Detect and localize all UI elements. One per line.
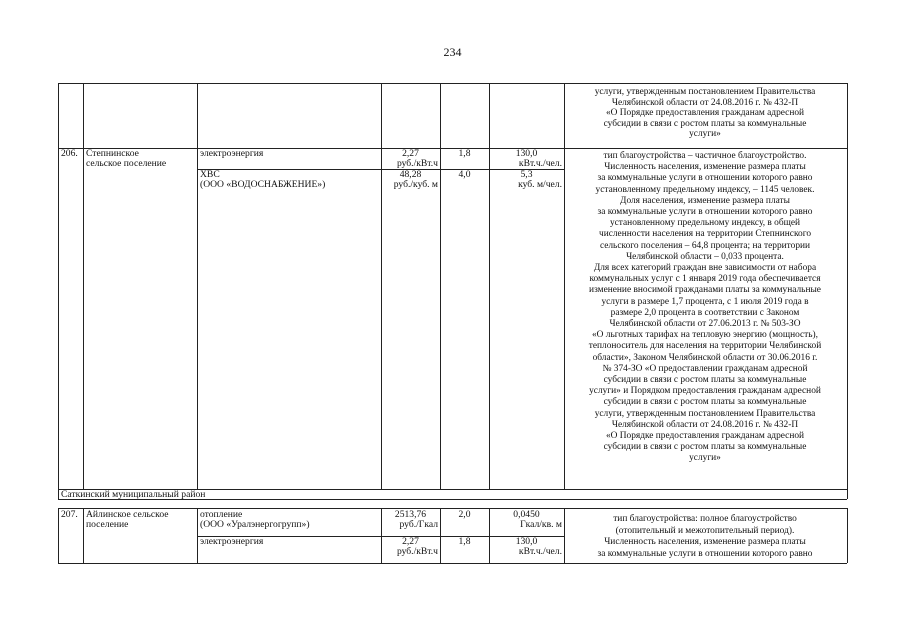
description-line: Челябинской области от 24.08.2016 г. № 432-П	[611, 419, 799, 430]
description-line: субсидии в связи с ростом платы за коммунальные	[603, 375, 807, 385]
row-divider	[58, 508, 847, 509]
tariff-unit: руб./кВт.ч	[396, 158, 438, 169]
description-line: услуги» и Порядком предоставления гражданам адресной	[589, 386, 821, 397]
column-border	[58, 83, 59, 489]
consumption-unit: куб. м/чел.	[518, 179, 562, 190]
service-provider: (ООО «Уралэнергогрупп»)	[200, 519, 310, 530]
description-line: за коммунальные услуги в отношении которого равно	[597, 548, 813, 559]
description-line: за коммунальные услуги в отношении которого равно	[597, 173, 813, 184]
consumption-unit: кВт.ч./чел.	[518, 546, 562, 557]
row-number: 207.	[61, 509, 78, 520]
description-line: Численность населения, изменение размера платы	[604, 537, 806, 547]
column-border	[83, 83, 84, 489]
description-line: изменение вносимой гражданами платы за коммунальные	[589, 285, 821, 296]
tariff-index: 1,8	[458, 536, 471, 547]
table-bottom-border	[58, 563, 847, 564]
column-border	[83, 508, 84, 563]
description-line: услуги»	[689, 129, 721, 139]
description-line: Челябинской области от 27.06.2013 г. № 503-ЗО	[609, 319, 801, 329]
tariff-unit: руб./Гкал	[399, 519, 438, 530]
description-line: тип благоустройства – частичное благоустройство.	[603, 151, 807, 161]
column-border	[58, 489, 59, 499]
column-border	[440, 83, 441, 489]
service-provider: (ООО «ВОДОСНАБЖЕНИЕ»)	[200, 179, 326, 190]
description-line: Челябинской области – 0,033 процента.	[626, 251, 784, 262]
consumption-volume: 130,0	[515, 148, 538, 159]
municipality-name: сельское поселение	[86, 158, 167, 169]
tariff-index: 2,0	[458, 509, 471, 520]
service-name: электроэнергия	[200, 148, 264, 159]
description-line: установленному предельному индексу, – 1145 человек.	[595, 184, 815, 195]
table-top-border	[58, 83, 847, 84]
description-line: услуги, утвержденным постановлением Правительства	[594, 87, 816, 97]
tariff-index: 4,0	[458, 169, 471, 180]
consumption-volume: 5,3	[520, 169, 533, 180]
column-border	[847, 83, 848, 499]
description-line: области», Законом Челябинской области от 30.06.2016 г.	[592, 352, 818, 363]
description-line: услуги, утвержденным постановлением Правительства	[594, 408, 816, 419]
description-line: Доля населения, изменение размера платы	[620, 195, 790, 206]
description-line: численности населения на территории Степнинского	[598, 229, 812, 240]
service-name: электроэнергия	[200, 536, 264, 547]
description-line: размере 2,0 процента в соответствии с Законом	[610, 307, 800, 318]
row-number: 206.	[61, 148, 78, 159]
column-border	[58, 508, 59, 563]
description-line: № 374-ЗО «О предоставлении гражданам адресной	[602, 363, 808, 374]
description-line: «О льготных тарифах на тепловую энергию (мощность),	[591, 330, 819, 341]
tariff-unit: руб./куб. м	[393, 179, 438, 190]
column-border	[847, 508, 848, 563]
description-line: «О Порядке предоставления гражданам адресной	[605, 431, 805, 441]
description-line: услуги»	[689, 453, 721, 464]
service-name: ХВС	[200, 169, 220, 180]
municipality-name: поселение	[86, 519, 129, 530]
tariff-unit: руб./кВт.ч	[396, 546, 438, 557]
description-line: услуги в размере 1,7 процента, с 1 июля 2019 года в	[601, 296, 809, 307]
description-line: сельского поселения – 64,8 процента; на территории	[599, 240, 811, 251]
consumption-unit: Гкал/кв. м	[520, 519, 562, 530]
tariff-index: 1,8	[458, 148, 471, 159]
description-line: Численность населения, изменение размера платы	[604, 162, 806, 173]
description-line: субсидии в связи с ростом платы за коммунальные	[603, 118, 807, 129]
column-border	[197, 83, 198, 489]
tariff-value: 2,27	[402, 536, 419, 547]
page-number: 234	[443, 45, 462, 59]
description-line: (отопительный и межотопительный период).	[615, 525, 795, 536]
description-line: Челябинской области от 24.08.2016 г. № 432-П	[611, 97, 799, 108]
tariff-value: 48,28	[399, 169, 422, 180]
consumption-volume: 130,0	[515, 536, 538, 547]
description-line: коммунальных услуг с 1 января 2019 года обеспечивается	[589, 274, 821, 285]
description-line: субсидии в связи с ростом платы за коммунальные	[603, 442, 807, 453]
description-line: субсидии в связи с ростом платы за коммунальные	[603, 397, 807, 408]
tariff-value: 2,27	[402, 148, 419, 159]
column-border	[197, 508, 198, 563]
service-name: отопление	[200, 509, 243, 520]
consumption-volume: 0,0450	[513, 509, 540, 520]
description-line: тип благоустройства: полное благоустройство	[613, 514, 797, 524]
column-border	[381, 83, 382, 489]
description-line: теплоноситель для населения на территории Челябинской	[588, 341, 822, 352]
section-header: Саткинский муниципальный район	[61, 489, 206, 500]
description-line: установленному предельному индексу, в общей	[609, 218, 801, 229]
description-line: «О Порядке предоставления гражданам адресной	[605, 108, 805, 118]
consumption-unit: кВт.ч./чел.	[518, 158, 562, 169]
municipality-name: Айлинское сельское	[86, 509, 169, 520]
column-border	[489, 83, 490, 489]
description-line: Для всех категорий граждан вне зависимости от набора	[593, 263, 817, 273]
description-line: за коммунальные услуги в отношении которого равно	[597, 207, 813, 217]
tariff-value: 2513,76	[394, 509, 427, 520]
municipality-name: Степнинское	[86, 148, 139, 159]
